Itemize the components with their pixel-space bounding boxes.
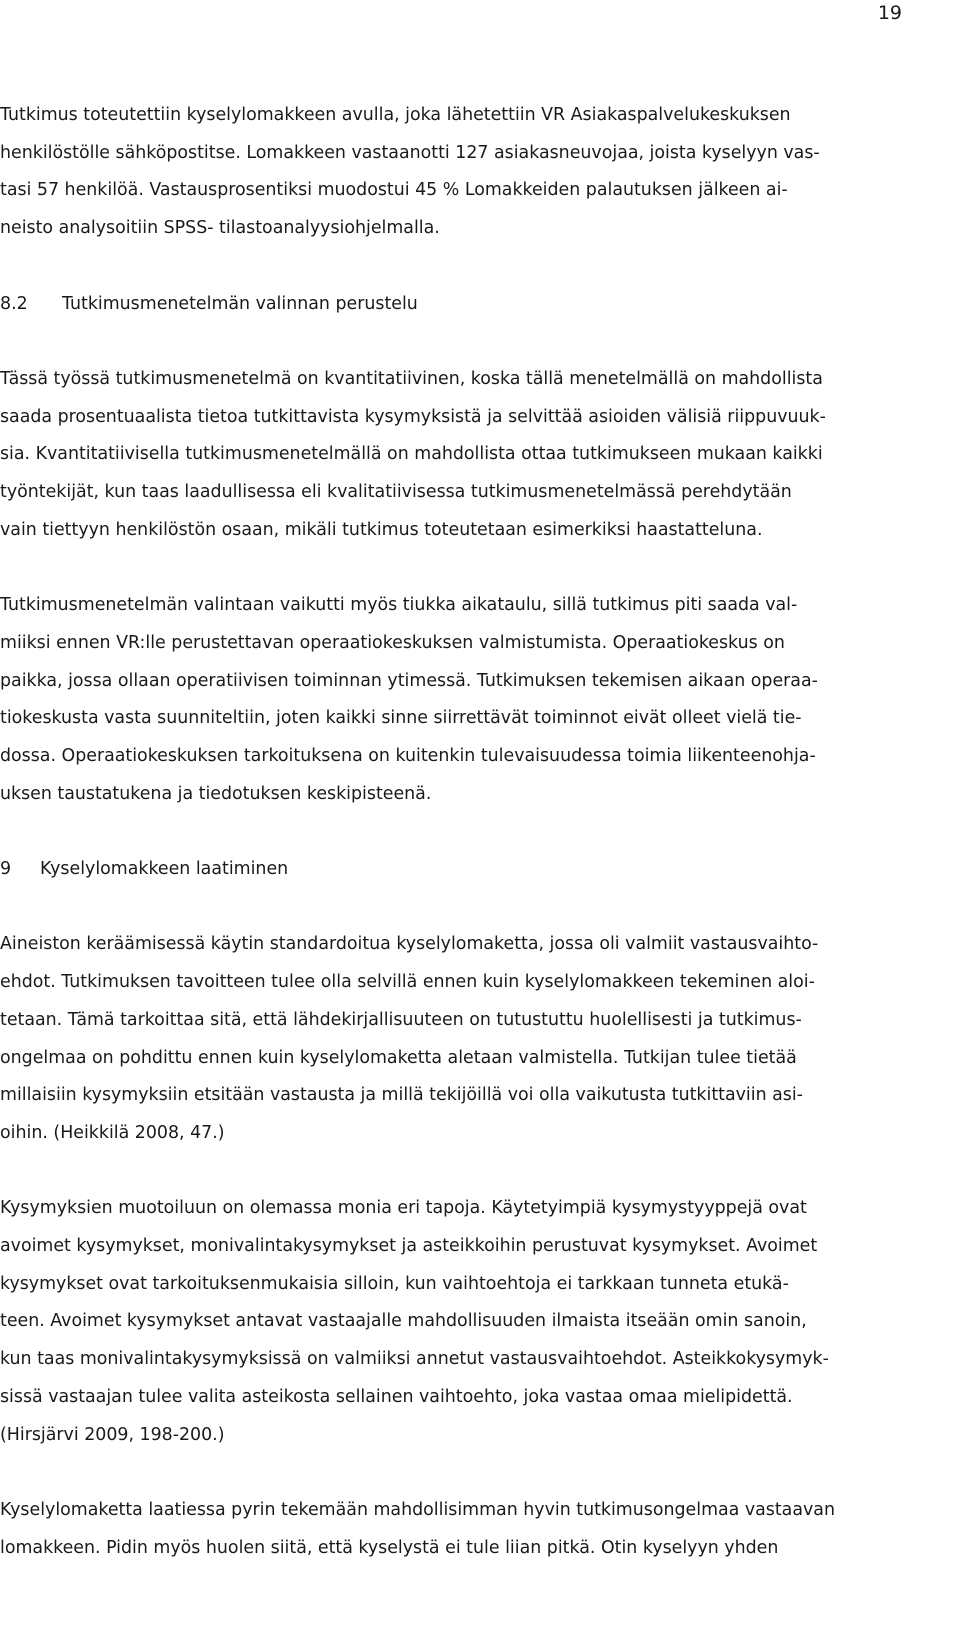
paragraph-question-types [0, 1190, 940, 1454]
text-line: kun taas monivalintakysymyksissä on valmiiksi annetut vastausvaihtoehdot. Asteikkokysymyk- [0, 1349, 829, 1370]
text-line: paikka, jossa ollaan operatiivisen toiminnan ytimessä. Tutkimuksen tekemisen aikaan operaa- [0, 670, 818, 691]
text-line: työntekijät, kun taas laadullisessa eli kvalitatiivisessa tutkimusmenetelmässä perehdytään [0, 482, 792, 502]
text-line: uksen taustatukena ja tiedotuksen keskipisteenä. [0, 783, 432, 804]
text-line: oihin. (Heikkilä 2008, 47.) [0, 1122, 225, 1143]
document-body [0, 97, 940, 1567]
section-title: Tutkimusmenetelmän valinnan perustelu [62, 293, 418, 314]
text-line: tasi 57 henkilöä. Vastausprosentiksi muodostui 45 % Lomakkeiden palautuksen jälkeen ai- [0, 180, 788, 201]
text-line: Kyselylomaketta laatiessa pyrin tekemään mahdollisimman hyvin tutkimusongelmaa vastaavan [0, 1499, 835, 1520]
text-line: dossa. Operaatiokeskuksen tarkoituksena on kuitenkin tulevaisuudessa toimia liikenteenohja- [0, 745, 816, 766]
paragraph-data-collection [0, 926, 940, 1152]
section-heading-9 [0, 851, 940, 889]
text-line: saada prosentuaalista tietoa tutkittavista kysymyksistä ja selvittää asioiden välisiä riippuvuuk- [0, 406, 826, 427]
paragraph-quantitative-rationale [0, 361, 940, 550]
text-line: vain tiettyyn henkilöstön osaan, mikäli tutkimus toteutetaan esimerkiksi haastatteluna. [0, 519, 763, 540]
page-number: 19 [877, 2, 902, 24]
text-line: ongelmaa on pohdittu ennen kuin kyselylomaketta aletaan valmistella. Tutkijan tulee tietää [0, 1047, 797, 1068]
text-line: Tutkimus toteutettiin kyselylomakkeen avulla, joka lähetettiin VR Asiakaspalvelukeskuksen [0, 105, 791, 125]
text-line: lomakkeen. Pidin myös huolen siitä, että kyselystä ei tule liian pitkä. Otin kyselyyn yhden [0, 1537, 779, 1558]
paragraph-schedule [0, 587, 940, 813]
text-line: (Hirsjärvi 2009, 198-200.) [0, 1424, 225, 1445]
text-line: kysymykset ovat tarkoituksenmukaisia silloin, kun vaihtoehtoja ei tarkkaan tunneta etukä- [0, 1273, 789, 1294]
text-line: sia. Kvantitatiivisella tutkimusmenetelmällä on mahdollista ottaa tutkimukseen mukaan kaikki [0, 444, 823, 465]
text-line: neisto analysoitiin SPSS- tilastoanalyysiohjelmalla. [0, 218, 440, 239]
paragraph-questionnaire-design [0, 1492, 940, 1567]
paragraph-method-intro [0, 97, 940, 248]
text-line: tiokeskusta vasta suunniteltiin, joten kaikki sinne siirrettävät toiminnot eivät olleet vielä tie- [0, 708, 802, 729]
text-line: teen. Avoimet kysymykset antavat vastaajalle mahdollisuuden ilmaista itseään omin sanoin, [0, 1311, 807, 1332]
section-number: 8.2 [0, 293, 28, 314]
text-line: Kysymyksien muotoiluun on olemassa monia eri tapoja. Käytetyimpiä kysymystyyppejä ovat [0, 1198, 807, 1219]
text-line: ehdot. Tutkimuksen tavoitteen tulee olla selvillä ennen kuin kyselylomakkeen tekeminen aloi- [0, 972, 815, 993]
text-line: Tutkimusmenetelmän valintaan vaikutti myös tiukka aikataulu, sillä tutkimus piti saada val- [0, 595, 798, 616]
section-heading-8-2 [0, 286, 940, 324]
text-line: miiksi ennen VR:lle perustettavan operaatiokeskuksen valmistumista. Operaatiokeskus on [0, 632, 785, 653]
text-line: henkilöstölle sähköpostitse. Lomakkeen vastaanotti 127 asiakasneuvojaa, joista kyselyyn vas- [0, 142, 820, 163]
text-line: Tässä työssä tutkimusmenetelmä on kvantitatiivinen, koska tällä menetelmällä on mahdollista [0, 368, 823, 389]
section-title: Kyselylomakkeen laatiminen [40, 859, 289, 879]
text-line: tetaan. Tämä tarkoittaa sitä, että lähdekirjallisuuteen on tutustuttu huolellisesti ja tutkimus- [0, 1009, 802, 1030]
section-number: 9 [0, 859, 12, 879]
text-line: sissä vastaajan tulee valita asteikosta sellainen vaihtoehto, joka vastaa omaa mielipidettä. [0, 1386, 793, 1407]
text-line: avoimet kysymykset, monivalintakysymykset ja asteikkoihin perustuvat kysymykset. Avoimet [0, 1236, 818, 1256]
text-line: Aineiston keräämisessä käytin standardoitua kyselylomaketta, jossa oli valmiit vastausvaihto- [0, 934, 819, 955]
text-line: millaisiin kysymyksiin etsitään vastausta ja millä tekijöillä voi olla vaikutusta tutkittaviin asi- [0, 1085, 803, 1106]
